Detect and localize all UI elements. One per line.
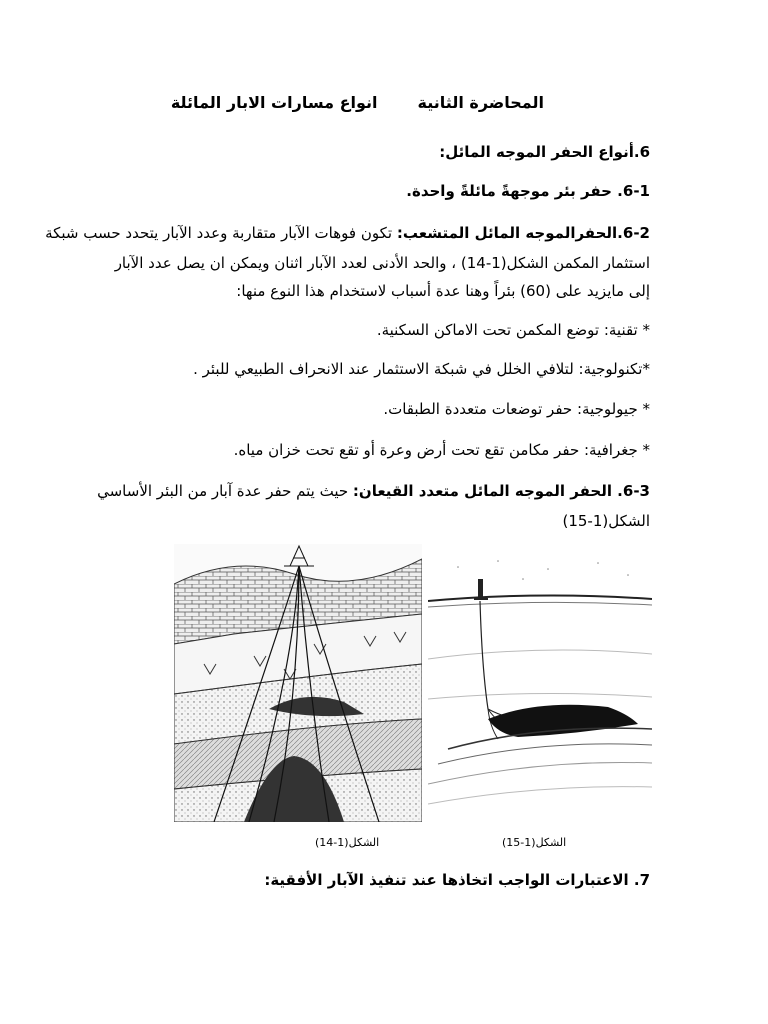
section-6-3-text1: حيث يتم حفر عدة آبار من البئر الأساسي [97, 482, 349, 500]
figure-multibottom-well [428, 549, 652, 821]
section-7-heading: 7. الاعتبارات الواجب اتخاذها عند تنفيذ الآبار الأفقية: [264, 871, 650, 889]
cluster-wells-illustration [174, 544, 422, 822]
bullet-geographical: * جغرافية: حفر مكامن تقع تحت أرض وعرة أو تقع تحت خزان مياه. [233, 441, 650, 459]
section-6-2-lead: 6-2.الحفرالموجه المائل المتشعب: [396, 224, 650, 242]
figure-multilateral-cluster [174, 544, 422, 822]
section-6-2-line1 [45, 223, 650, 243]
section-6-2-line3: إلى مايزيد على (60) بئراً وهنا عدة أسباب لاستخدام هذا النوع منها: [236, 282, 650, 300]
bullet-technical: * تقنية: توضع المكمن تحت الاماكن السكنية. [376, 321, 650, 339]
section-6-2-text1: تكون فوهات الآبار متقاربة وعدد الآبار يتحدد حسب شبكة [45, 224, 393, 242]
bullet-technological: *تكنولوجية: لتلافي الخلل في شبكة الاستثمار عند الانحراف الطبيعي للبئر . [193, 360, 650, 378]
section-6-3-line1 [97, 481, 650, 501]
page-title [171, 93, 544, 113]
section-6-3-line2: الشكل(1-15) [562, 512, 650, 530]
section-6-heading: 6.أنواع الحفر الموجه المائل: [439, 143, 650, 161]
section-6-2-line2: استثمار المكمن الشكل(1-14) ، والحد الأدنى لعدد الآبار اثنان ويمكن ان يصل عدد الآبار [114, 254, 650, 272]
caption-figure-15: الشكل(1-15) [502, 836, 567, 849]
section-6-3-lead: 6-3. الحفر الموجه المائل متعدد القيعان: [352, 482, 650, 500]
title-topic: انواع مسارات الابار المائلة [170, 93, 378, 112]
caption-figure-14: الشكل(1-14) [315, 836, 380, 849]
title-lecture: المحاضرة الثانية [417, 93, 544, 112]
bullet-geological: * جيولوجية: حفر توضعات متعددة الطبقات. [383, 400, 650, 418]
section-6-1: 6-1. حفر بئر موجهةً مائلةً واحدة. [406, 182, 650, 200]
multibottom-well-illustration [428, 549, 652, 821]
